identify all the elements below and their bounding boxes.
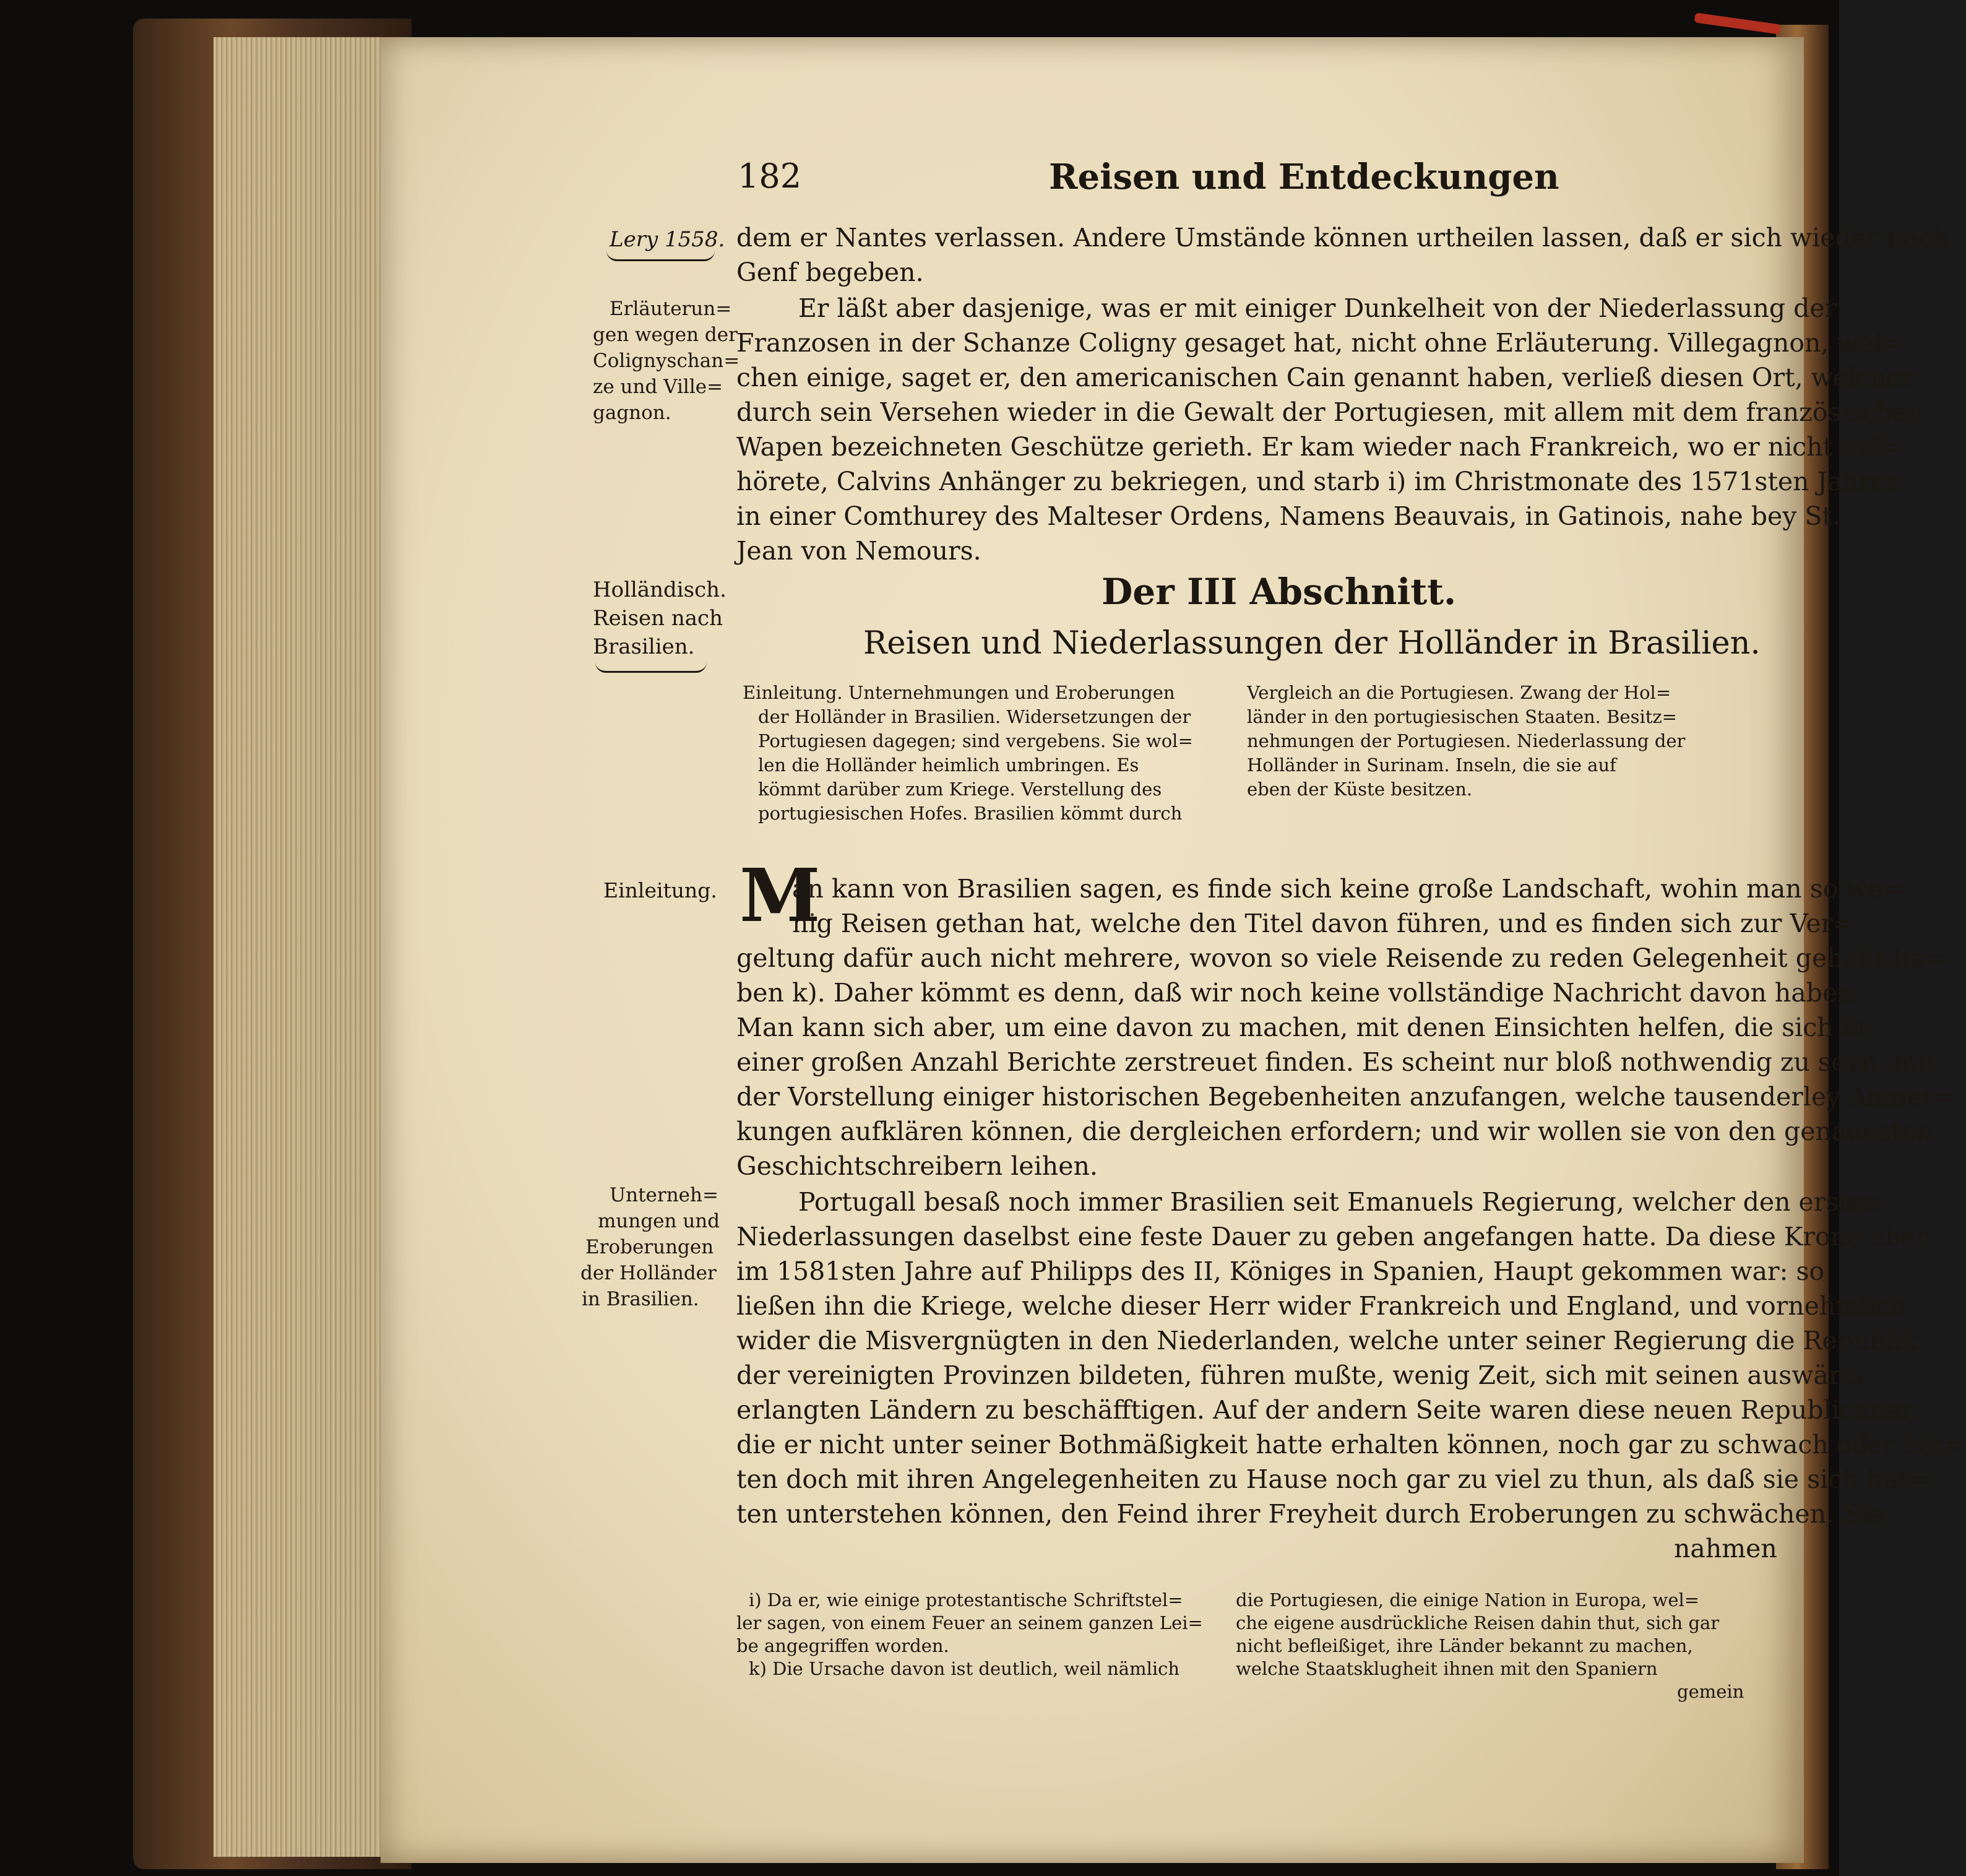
margin-note-line: Colignyschan= bbox=[593, 350, 740, 372]
drop-cap: M bbox=[739, 852, 821, 938]
body-line: an kann von Brasilien sagen, es finde sich keine große Landschaft, wohin man so we= bbox=[792, 874, 1905, 904]
summary-line: Portugiesen dagegen; sind vergebens. Sie wol= bbox=[758, 730, 1193, 751]
summary-line: der Holländer in Brasilien. Widersetzungen der bbox=[758, 706, 1191, 727]
body-line: im 1581sten Jahre auf Philipps des II, Königes in Spanien, Haupt gekommen war: so bbox=[736, 1256, 1825, 1286]
summary-line: eben der Küste besitzen. bbox=[1247, 779, 1473, 800]
body-line: Geschichtschreibern leihen. bbox=[736, 1151, 1098, 1181]
page-stack bbox=[213, 37, 393, 1857]
summary-line: portugiesischen Hofes. Brasilien kömmt durch bbox=[758, 803, 1183, 824]
body-line: in einer Comthurey des Malteser Ordens, Namens Beauvais, in Gatinois, nahe bey St. bbox=[736, 501, 1841, 531]
margin-note-line: ze und Ville= bbox=[593, 376, 723, 398]
body-line: durch sein Versehen wieder in die Gewalt der Portugiesen, mit allem mit dem französischen bbox=[736, 397, 1924, 427]
body-line: dem er Nantes verlassen. Andere Umstände können urtheilen lassen, daß er sich wieder nach bbox=[736, 223, 1949, 253]
margin-note-line: Unterneh= bbox=[610, 1184, 718, 1206]
summary-line: kömmt darüber zum Kriege. Verstellung des bbox=[758, 779, 1162, 800]
footnote-line: nicht befleißiget, ihre Länder bekannt zu machen, bbox=[1236, 1635, 1693, 1656]
footnote-line: i) Da er, wie einige protestantische Schriftstel= bbox=[749, 1589, 1183, 1610]
margin-swash bbox=[595, 662, 707, 673]
body-line: der vereinigten Provinzen bildeten, führen mußte, wenig Zeit, sich mit seinen auswärts bbox=[736, 1360, 1864, 1390]
margin-note-line: in Brasilien. bbox=[582, 1288, 699, 1310]
footnote-line: welche Staatsklugheit ihnen mit den Spaniern bbox=[1236, 1658, 1658, 1679]
body-line: wider die Misvergnügten in den Niederlanden, welche unter seiner Regierung die Republik bbox=[736, 1326, 1918, 1355]
body-line: ließen ihn die Kriege, welche dieser Herr wider Frankreich und England, und vornehmlich bbox=[736, 1291, 1907, 1321]
body-line: der Vorstellung einiger historischen Begebenheiten anzufangen, welche tausenderley Anmer= bbox=[736, 1082, 1956, 1112]
section-subheading: Reisen und Niederlassungen der Holländer in Brasilien. bbox=[863, 625, 1761, 662]
margin-note-line: Brasilien. bbox=[593, 634, 695, 659]
margin-swash bbox=[606, 251, 715, 261]
margin-note-einleitung: Einleitung. bbox=[603, 878, 717, 902]
body-line: Franzosen in der Schanze Coligny gesaget hat, nicht ohne Erläuterung. Villegagnon, wel= bbox=[736, 328, 1903, 358]
margin-note-line: Erläuterun= bbox=[610, 298, 732, 320]
body-line: Genf begeben. bbox=[736, 257, 924, 287]
page-number: 182 bbox=[738, 157, 802, 196]
footnote-line: die Portugiesen, die einige Nation in Europa, wel= bbox=[1236, 1589, 1700, 1610]
margin-note-lery: Lery 1558. bbox=[610, 227, 725, 252]
margin-note-line: mungen und bbox=[598, 1210, 720, 1232]
margin-note-line: gagnon. bbox=[593, 402, 671, 424]
footnote-catchword: gemein bbox=[1677, 1681, 1744, 1702]
section-heading: Der III Abschnitt. bbox=[1102, 571, 1457, 613]
summary-line: Einleitung. Unternehmungen und Eroberungen bbox=[743, 682, 1175, 703]
summary-line: Holländer in Surinam. Inseln, die sie auf bbox=[1247, 754, 1616, 776]
body-line: chen einige, saget er, den americanischen Cain genannt haben, verließ diesen Ort, welcher bbox=[736, 363, 1914, 392]
body-line: nig Reisen gethan hat, welche den Titel davon führen, und es finden sich zur Ver= bbox=[792, 909, 1855, 938]
summary-line: nehmungen der Portugiesen. Niederlassung der bbox=[1247, 730, 1686, 751]
margin-note-line: Holländisch. bbox=[593, 577, 726, 602]
catchword: nahmen bbox=[1674, 1534, 1777, 1563]
body-line: Wapen bezeichneten Geschütze gerieth. Er kam wieder nach Frankreich, wo er nicht auf= bbox=[736, 432, 1903, 462]
body-line: kungen aufklären können, die dergleichen erfordern; und wir wollen sie von den genauesten bbox=[736, 1117, 1933, 1146]
body-line: ten doch mit ihren Angelegenheiten zu Hause noch gar zu viel zu thun, als daß sie sich hät= bbox=[736, 1464, 1930, 1494]
summary-line: Vergleich an die Portugiesen. Zwang der Hol= bbox=[1247, 682, 1671, 703]
running-head: Reisen und Entdeckungen bbox=[1049, 157, 1559, 197]
body-line: Niederlassungen daselbst eine feste Dauer zu geben angefangen hatte. Da diese Krone aber bbox=[736, 1222, 1929, 1251]
body-line: Er läßt aber dasjenige, was er mit einiger Dunkelheit von der Niederlassung der bbox=[798, 293, 1837, 323]
body-line: ten unterstehen können, den Feind ihrer Freyheit durch Eroberungen zu schwächen. Sie bbox=[736, 1499, 1883, 1529]
bookmark-thread bbox=[1694, 12, 1782, 34]
body-line: Jean von Nemours. bbox=[736, 536, 981, 566]
body-line: ben k). Daher kömmt es denn, daß wir noch keine vollständige Nachricht davon haben. bbox=[736, 978, 1862, 1008]
summary-line: len die Holländer heimlich umbringen. Es bbox=[758, 754, 1139, 776]
body-line: geltung dafür auch nicht mehrere, wovon so viele Reisende zu reden Gelegenheit gehabt ha= bbox=[736, 943, 1946, 973]
footnote-line: che eigene ausdrückliche Reisen dahin thut, sich gar bbox=[1236, 1612, 1720, 1633]
body-line: hörete, Calvins Anhänger zu bekriegen, und starb i) im Christmonate des 1571sten Jahres bbox=[736, 467, 1899, 496]
margin-note-line: Reisen nach bbox=[593, 606, 723, 631]
body-line: einer großen Anzahl Berichte zerstreuet finden. Es scheint nur bloß nothwendig zu seyn, mit bbox=[736, 1047, 1936, 1077]
body-line: die er nicht unter seiner Bothmäßigkeit hatte erhalten können, noch gar zu schwach oder hät= bbox=[736, 1430, 1966, 1459]
footnote-line: k) Die Ursache davon ist deutlich, weil nämlich bbox=[749, 1658, 1180, 1679]
footnote-line: be angegriffen worden. bbox=[736, 1635, 949, 1656]
body-line: erlangten Ländern zu beschäfftigen. Auf der andern Seite waren diese neuen Republicaner, bbox=[736, 1395, 1918, 1425]
margin-note-line: gen wegen der bbox=[593, 324, 738, 346]
margin-note-line: Eroberungen bbox=[585, 1236, 714, 1258]
summary-line: länder in den portugiesischen Staaten. Besitz= bbox=[1247, 706, 1677, 727]
footnote-line: ler sagen, von einem Feuer an seinem ganzen Lei= bbox=[736, 1612, 1203, 1633]
body-line: Man kann sich aber, um eine davon zu machen, mit denen Einsichten helfen, die sich in bbox=[736, 1013, 1866, 1042]
body-line: Portugall besaß noch immer Brasilien seit Emanuels Regierung, welcher den ersten bbox=[798, 1187, 1881, 1217]
margin-note-line: der Holländer bbox=[580, 1262, 717, 1284]
